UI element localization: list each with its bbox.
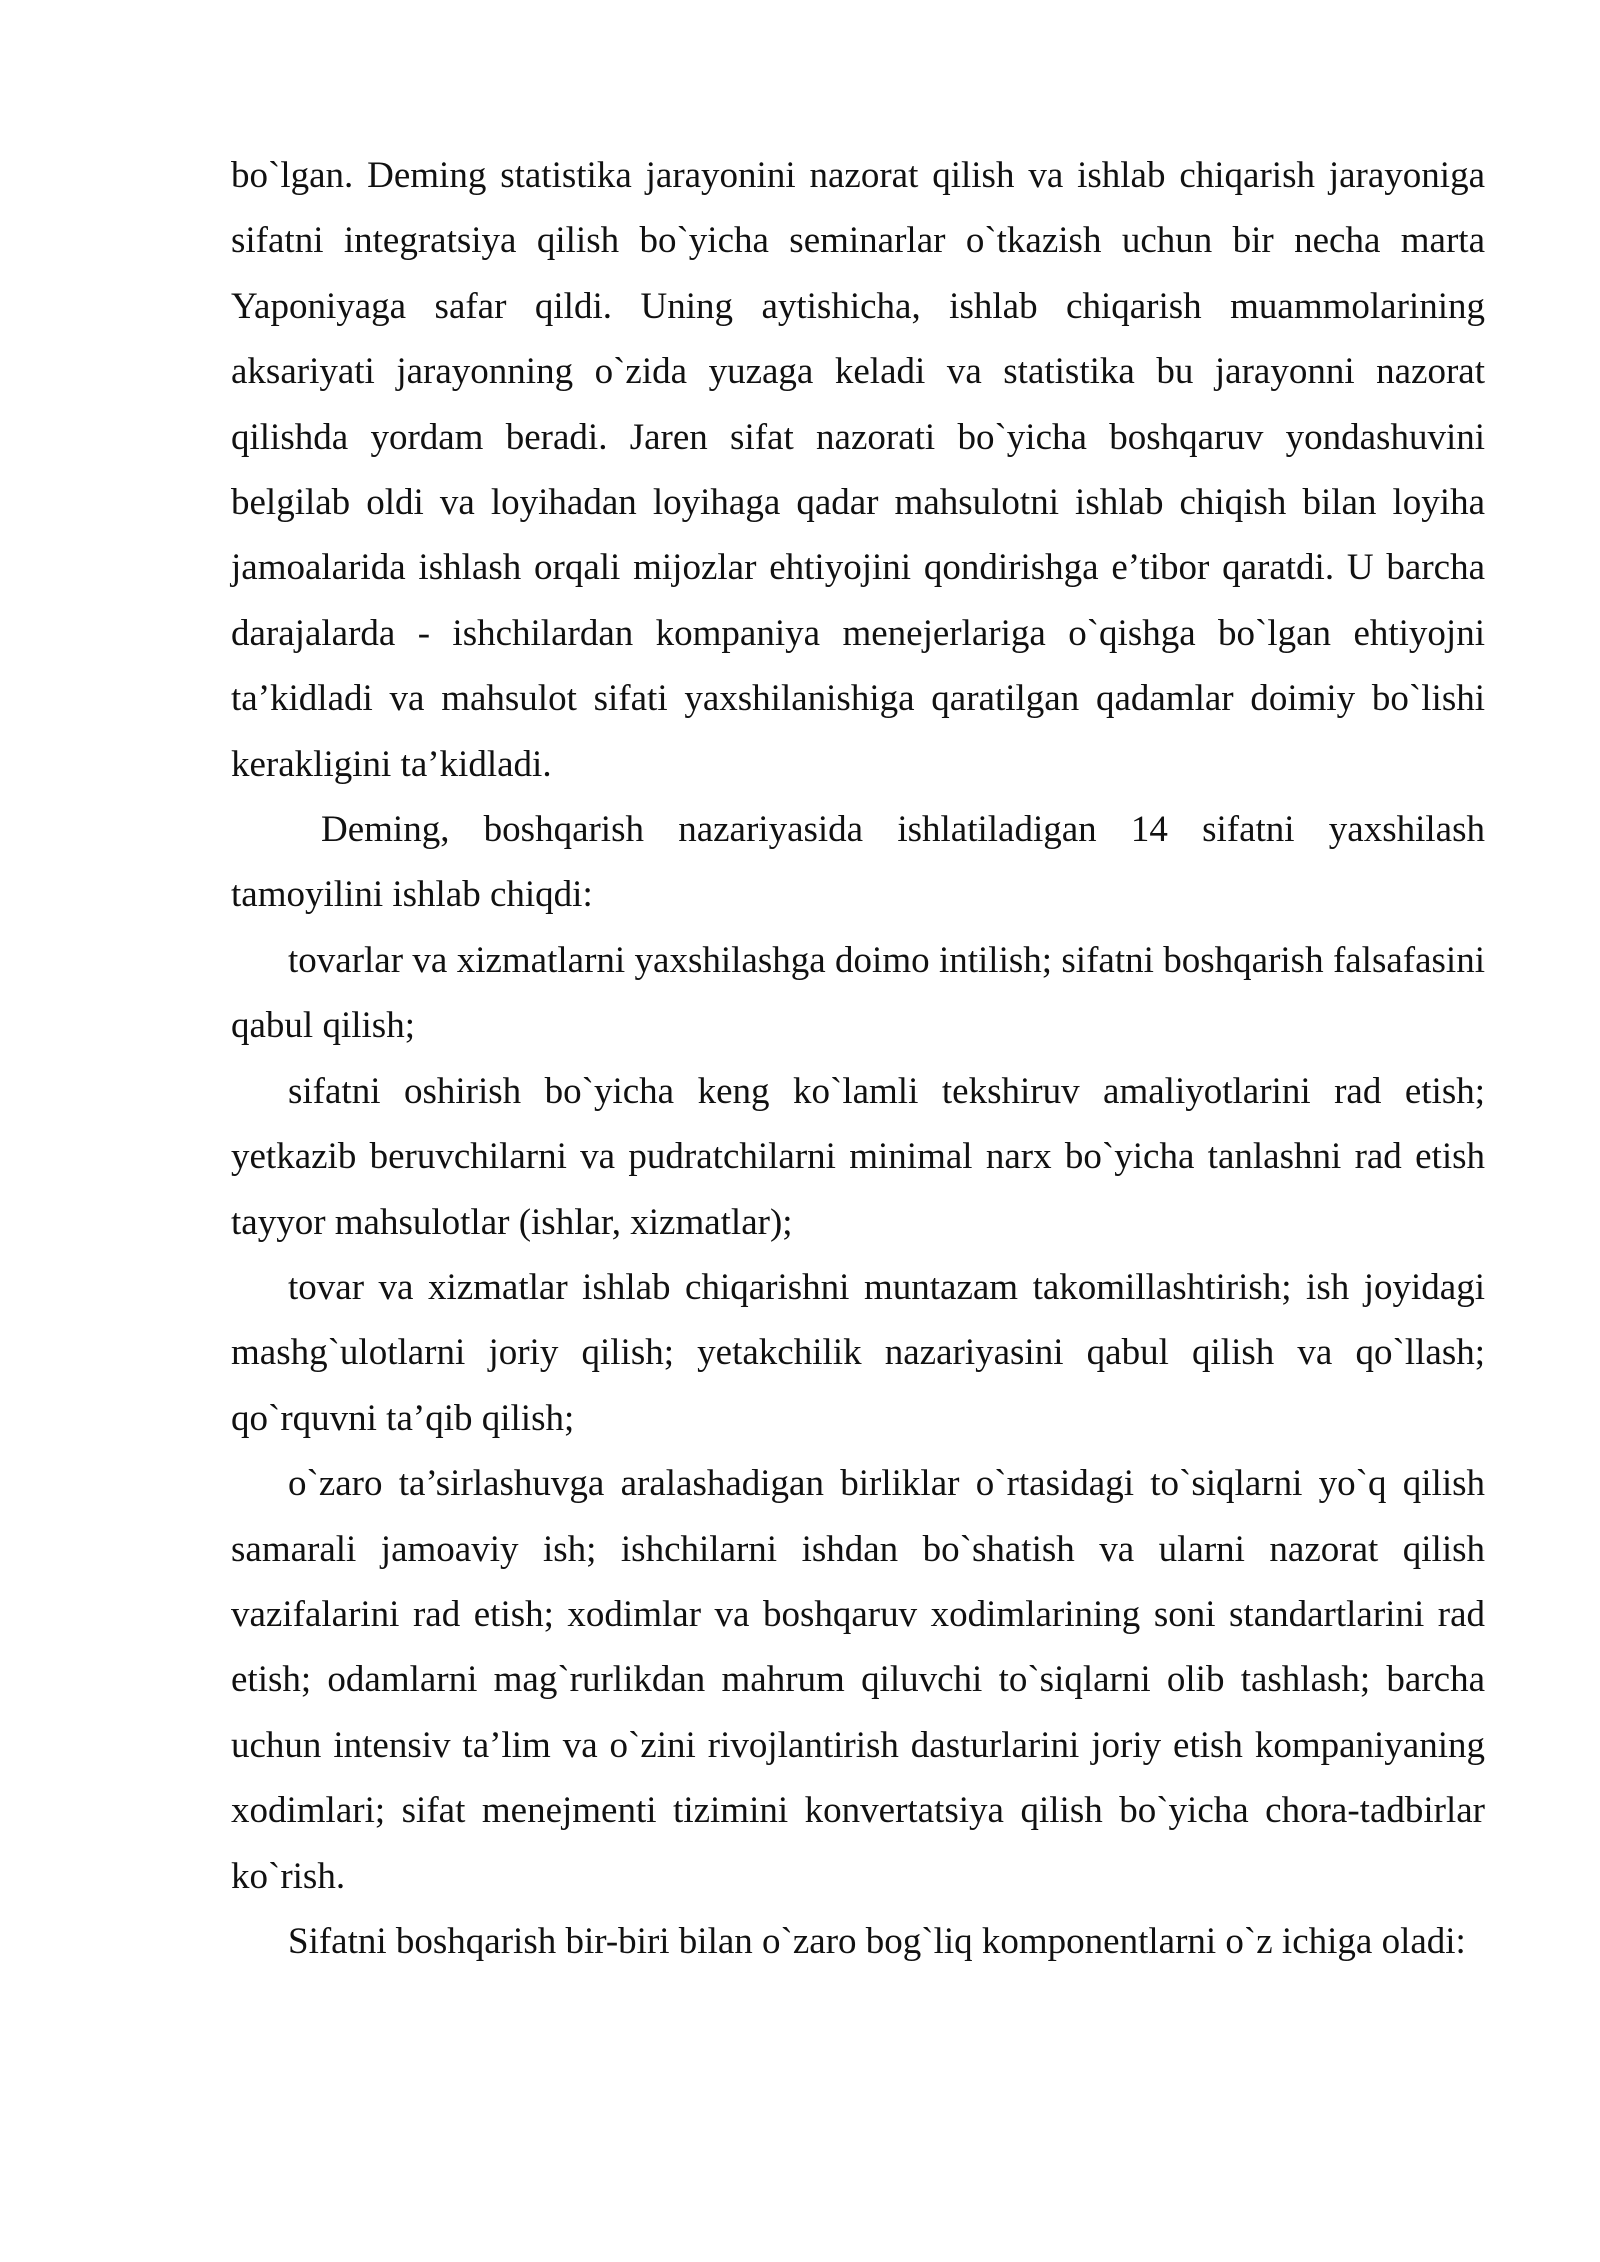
paragraph-principles-1: tovarlar va xizmatlarni yaxshilashga doimo intilish; sifatni boshqarish falsafasini qabul qilish; (231, 939, 1485, 1047)
paragraph-deming-background: bo`lgan. Deming statistika jarayonini nazorat qilish va ishlab chiqarish jarayoniga sifatni integratsiya qilish bo`yicha seminarlar o`tkazish uchun bir necha marta Yaponiyaga safar qildi. Uning aytishicha, ishlab chiqarish muammolarining aksariyati jarayonning o`zida yuzaga keladi va statistika bu jarayonni nazorat qilishda yordam beradi. Jaren sifat nazorati bo`yicha boshqaruv yondashuvini belgilab oldi va loyihadan loyihaga qadar mahsulotni ishlab chiqish bilan loyiha jamoalarida ishlash orqali mijozlar ehtiyojini qondirishga e’tibor qaratdi. U barcha darajalarda - ishchilardan kompaniya menejerlariga o`qishga bo`lgan ehtiyojni ta’kidladi va mahsulot sifati yaxshilanishiga qaratilgan qadamlar doimiy bo`lishi kerakligini ta’kidladi. (231, 155, 1485, 785)
paragraph-principles-4: o`zaro ta’sirlashuvga aralashadigan birliklar o`rtasidagi to`siqlarni yo`q qilish samarali jamoaviy ish; ishchilarni ishdan bo`shatish va ularni nazorat qilish vazifalarini rad etish; xodimlar va boshqaruv xodimlarining soni standartlarini rad etish; odamlarni mag`rurlikdan mahrum qiluvchi to`siqlarni olib tashlash; barcha uchun intensiv ta’lim va o`zini rivojlantirish dasturlarini joriy etish kompaniyaning xodimlari; sifat menejmenti tizimini konvertatsiya qilish bo`yicha chora-tadbirlar ko`rish. (231, 1463, 1485, 1897)
paragraph-principles-2: sifatni oshirish bo`yicha keng ko`lamli tekshiruv amaliyotlarini rad etish; yetkazib beruvchilarni va pudratchilarni minimal narx bo`yicha tanlashni rad etish tayyor mahsulotlar (ishlar, xizmatlar); (231, 1070, 1485, 1243)
document-body (231, 143, 1485, 1974)
paragraph-principles-3: tovar va xizmatlar ishlab chiqarishni muntazam takomillashtirish; ish joyidagi mashg`ulotlarni joriy qilish; yetakchilik nazariyasini qabul qilish va qo`llash; qo`rquvni ta’qib qilish; (231, 1266, 1485, 1439)
paragraph-deming-principles-intro: Deming, boshqarish nazariyasida ishlatiladigan 14 sifatni yaxshilash tamoyilini ishlab chiqdi: (231, 809, 1485, 916)
paragraph-quality-management-components: Sifatni boshqarish bir-biri bilan o`zaro bog`liq komponentlarni o`z ichiga oladi: (288, 1920, 1466, 1962)
